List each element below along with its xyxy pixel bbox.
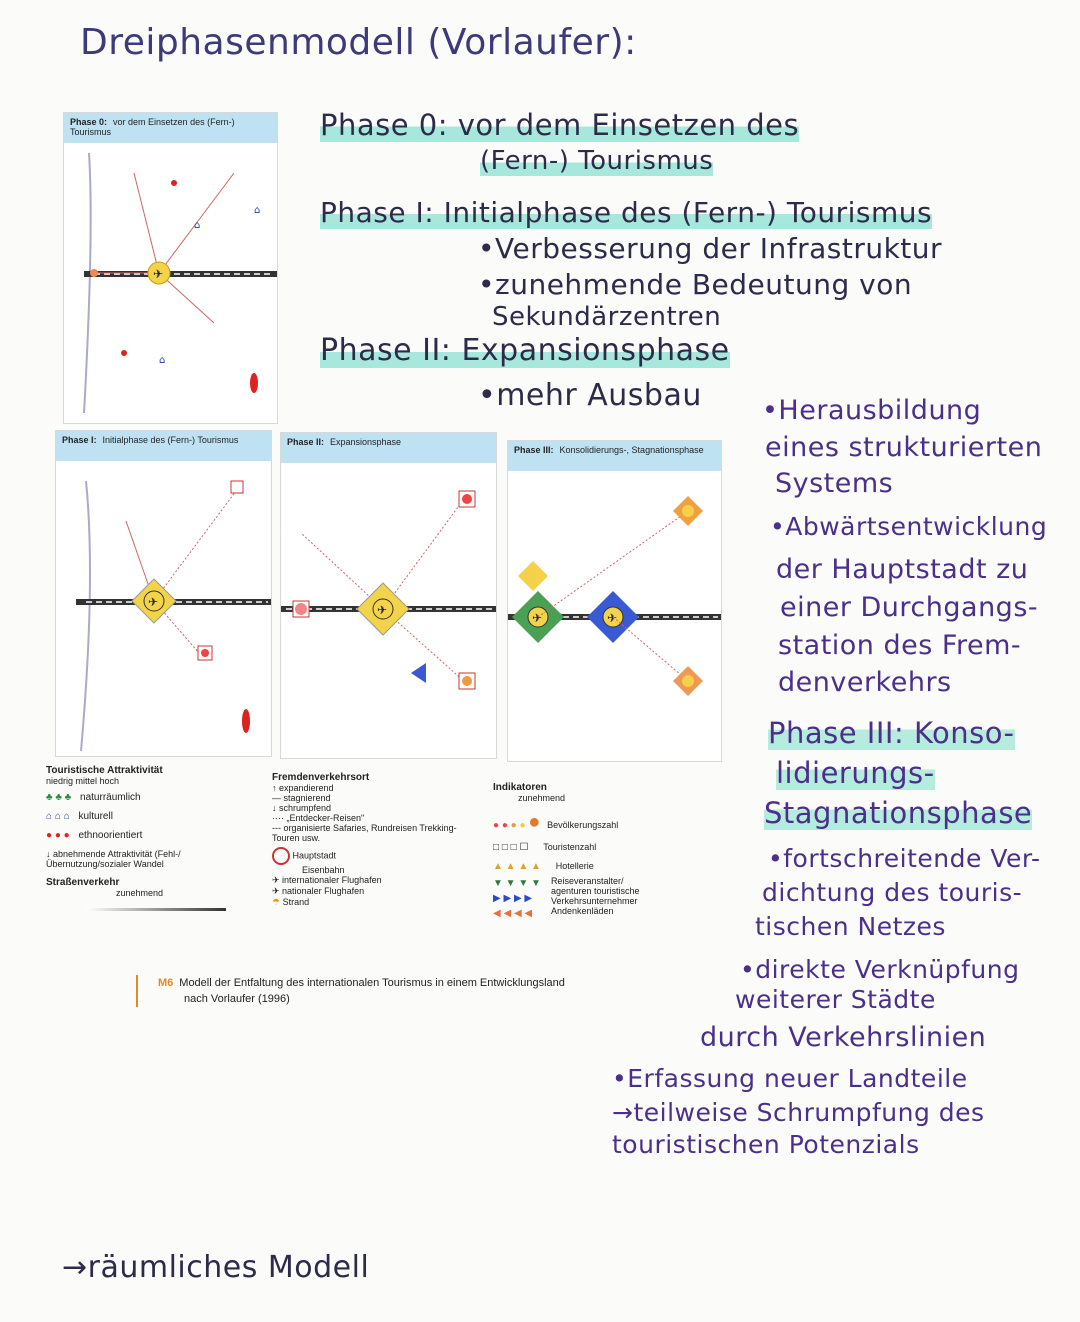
- legend-ind-tour: Touristenzahl: [543, 842, 597, 852]
- note-footer: →räumliches Modell: [62, 1250, 370, 1285]
- note-p3-b1b: dichtung des touris-: [762, 878, 1023, 907]
- legend-fv-nat: nationaler Flughafen: [282, 886, 365, 896]
- phase-1-map: [56, 431, 271, 756]
- airplane-small-icon: ✈: [272, 886, 283, 896]
- note-p2-side7: station des Frem-: [778, 630, 1022, 661]
- note-p3-line3: Stagnationsphase: [764, 796, 1033, 830]
- legend-attr-scale: niedrig mittel hoch: [46, 776, 120, 786]
- legend-ind-agents: Reiseveranstalter/ agenturen touristische Verkehrsunternehmer Andenkenläden: [550, 876, 640, 916]
- tree-icon: ♣ ♣ ♣: [46, 792, 72, 803]
- legend-attr-title: Touristische Attraktivität: [46, 765, 163, 776]
- note-p2-side3: Systems: [775, 468, 894, 499]
- note-p0-line1: Phase 0: vor dem Einsetzen des: [320, 108, 800, 142]
- ethno-icon: ● ● ●: [46, 830, 70, 841]
- legend-attr-culture: kulturell: [78, 811, 113, 822]
- note-p2-line1: Phase II: Expansionsphase: [320, 333, 730, 368]
- note-p2-b1: •mehr Ausbau: [478, 378, 702, 413]
- note-p2-side6: einer Durchgangs-: [780, 592, 1039, 623]
- legend-attr-decline: abnehmende Attraktivität (Fehl-/Übernutzung/sozialer Wandel: [46, 849, 181, 869]
- note-p2-side1: •Herausbildung: [762, 395, 982, 426]
- legend-attractivity: [46, 765, 266, 911]
- caption-label: M6: [158, 977, 174, 989]
- legend-fv-rail: Eisenbahn: [302, 865, 345, 875]
- note-p3-b2b: weiterer Städte: [735, 985, 936, 1014]
- caption-text: Modell der Entfaltung des internationalen Tourismus in einem Entwicklungsland: [179, 977, 565, 989]
- note-p3-b2: •direkte Verknüpfung: [740, 955, 1020, 984]
- note-p2-side8: denverkehrs: [778, 667, 952, 698]
- legend-fv-shr: schrumpfend: [279, 803, 332, 813]
- note-p3-b3: •Erfassung neuer Landteile: [612, 1064, 968, 1093]
- note-p2-side4: •Abwärtsentwicklung: [770, 512, 1048, 541]
- legend-fv-capital: Hauptstadt: [292, 850, 337, 861]
- road-scale-line: [86, 908, 226, 911]
- svg-text:⌂: ⌂: [159, 355, 166, 366]
- legend-ind-inc: zunehmend: [518, 793, 566, 803]
- svg-text:✈: ✈: [607, 611, 618, 625]
- page-title: Dreiphasenmodell (Vorlaufer):: [80, 22, 637, 63]
- note-p1-b2b: Sekundärzentren: [492, 302, 722, 332]
- phase-3-map: [508, 441, 721, 761]
- note-p2-side2: eines strukturierten: [765, 432, 1043, 463]
- population-icon: ● ●: [493, 820, 511, 831]
- figure-caption: [136, 975, 565, 1007]
- legend-fv-org: organisierte Safaries, Rundreisen Trekking-Touren usw.: [272, 823, 457, 843]
- note-p3-b3b: →teilweise Schrumpfung des: [612, 1098, 985, 1127]
- legend-fv-stag: stagnierend: [283, 793, 331, 803]
- legend-road-inc: zunehmend: [116, 888, 164, 898]
- capital-icon: [272, 847, 290, 865]
- note-p3-line1: Phase III: Konso-: [768, 716, 1015, 750]
- diagram-header-phase-1: Phase I: Initialphase des (Fern-) Tourismus: [56, 431, 271, 461]
- diagram-phase-3: [507, 440, 722, 762]
- diagram-header-phase-0: Phase 0: vor dem Einsetzen des (Fern-) Tourismus: [64, 113, 277, 143]
- legend-indikatoren: Indikatoren zunehmend ● ● ● ● ● Bevölkerungszahl □ □ □ ☐ Touristenzahl ▲ ▲ ▲ ▲ Hotellerie ▼ ▼ ▼ ▼ ▶ ▶ ▶ ▶ ◀ ◀ ◀ ◀ Reiseveranstalter/ agenturen touristische Verkehrsunternehmer Andenkenläden: [493, 782, 723, 921]
- legend-fv-exp: expandierend: [279, 783, 334, 793]
- phase-0-map: [64, 113, 277, 423]
- diagram-phase-2: [280, 432, 497, 759]
- temple-icon: ⌂ ⌂ ⌂: [46, 811, 70, 822]
- diagram-phase-0: [63, 112, 278, 424]
- svg-text:⌂: ⌂: [254, 205, 261, 216]
- legend-fremdenverkehr: Fremdenverkehrsort ↑ expandierend — stagnierend ↓ schrumpfend ···· „Entdecker-Reisen" --- organisierte Safaries, Rundreisen Trekking-Touren usw. Hauptstadt Eisenbahn ✈ internationaler Flughafen ✈ nationaler Flughafen ☂ Strand: [272, 772, 487, 908]
- legend-fv-title: Fremdenverkehrsort: [272, 772, 370, 783]
- arrow-down-icon: ↓: [46, 849, 54, 859]
- airplane-icon: ✈: [272, 875, 283, 885]
- phase-2-map: [281, 433, 496, 758]
- diagram-phase-1: [55, 430, 272, 757]
- diagram-header-phase-2: Phase II: Expansionsphase: [281, 433, 496, 463]
- note-p3-b1: •fortschreitende Ver-: [768, 844, 1041, 873]
- note-p3-b1c: tischen Netzes: [755, 912, 946, 941]
- legend-attr-ethno: ethnoorientiert: [78, 830, 143, 841]
- note-p0-line2: (Fern-) Tourismus: [480, 146, 714, 176]
- note-p2-side5: der Hauptstadt zu: [776, 554, 1029, 585]
- legend-ind-hotel: Hotellerie: [555, 861, 594, 871]
- svg-text:✈: ✈: [532, 611, 543, 625]
- note-p3-b3c: touristischen Potenzials: [612, 1130, 920, 1159]
- note-p1-b2: •zunehmende Bedeutung von: [478, 268, 913, 301]
- hotel-icon: ▲ ▲ ▲ ▲: [493, 861, 541, 872]
- svg-text:✈: ✈: [153, 267, 164, 281]
- legend-attr-nature: naturräumlich: [80, 792, 141, 803]
- note-p3-line2: lidierungs-: [776, 756, 935, 790]
- legend-fv-ent: „Entdecker-Reisen": [286, 813, 365, 823]
- tourist-icon: □ □ □ ☐: [493, 842, 529, 853]
- svg-text:⌂: ⌂: [194, 220, 201, 231]
- diagram-header-phase-3: Phase III: Konsolidierungs-, Stagnationsphase: [508, 441, 721, 471]
- agent-icons: ▼ ▼ ▼ ▼ ▶ ▶ ▶ ▶ ◀ ◀ ◀ ◀: [493, 878, 541, 919]
- legend-ind-pop: Bevölkerungszahl: [547, 820, 619, 830]
- caption-text2: nach Vorlaufer (1996): [184, 993, 290, 1005]
- legend-road-title: Straßenverkehr: [46, 877, 120, 888]
- legend-fv-beach: Strand: [282, 897, 310, 907]
- note-p1-b1: •Verbesserung der Infrastruktur: [478, 232, 943, 265]
- svg-text:✈: ✈: [377, 603, 388, 617]
- legend-fv-intl: internationaler Flughafen: [282, 875, 382, 885]
- note-p1-line1: Phase I: Initialphase des (Fern-) Tourismus: [320, 196, 933, 229]
- legend-ind-title: Indikatoren: [493, 782, 547, 793]
- note-p3-b2c: durch Verkehrslinien: [700, 1022, 987, 1053]
- beach-icon: ☂: [272, 897, 283, 907]
- svg-text:✈: ✈: [148, 595, 159, 609]
